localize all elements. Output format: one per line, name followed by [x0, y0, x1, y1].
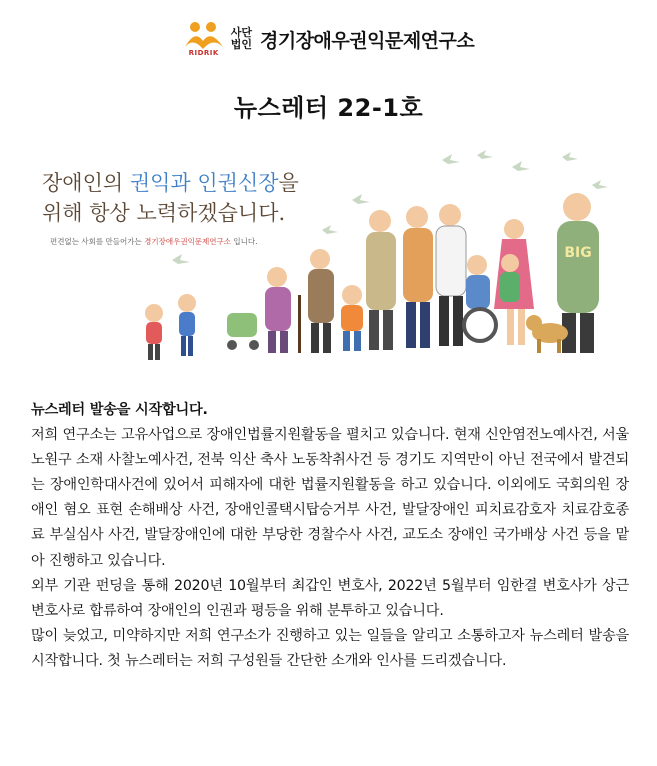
svg-text:BIG: BIG — [564, 245, 592, 261]
paragraph-3: 많이 늦었고, 미약하지만 저희 연구소가 진행하고 있는 일들을 알리고 소통하고자 뉴스레터 발송을 시작합니다. 첫 뉴스레터는 저희 구성원들 간단한 소개와 인사를 드리겠습니다. — [31, 627, 629, 669]
slogan-line1 — [42, 168, 299, 198]
slogan-part-b: 권익과 — [129, 171, 198, 195]
slogan-line2: 위해 항상 노력하겠습니다. — [42, 201, 286, 225]
logo-figures-icon — [183, 21, 225, 51]
caption-part-a: 편견없는 사회를 만들어가는 — [50, 237, 145, 246]
org-type — [231, 27, 252, 51]
banner-caption — [50, 236, 258, 247]
header — [0, 14, 657, 64]
newsletter-title: 뉴스레터 22-1호 — [233, 94, 424, 122]
caption-part-b: 경기장애우권익문제연구소 — [144, 237, 232, 246]
org-name: 경기장애우권익문제연구소 — [260, 29, 475, 52]
slogan-part-a: 장애인의 — [42, 171, 130, 195]
paragraph-2: 외부 기관 펀딩을 통해 2020년 10월부터 최갑인 변호사, 2022년 5월부터 임한결 변호사가 상근변호사로 합류하여 장애인의 인권과 평등을 위해 분투하고 있습니다. — [31, 577, 629, 619]
paragraph-1: 저희 연구소는 고유사업으로 장애인법률지원활동을 펼치고 있습니다. 현재 신안염전노예사건, 서울 노원구 소재 사찰노예사건, 전북 익산 축사 노동착취사건 등 경기도 지역만이 아닌 전국에서 발견되는 장애인학대사건에 있어서 피해자에 대한 법률지원활동을 하고 있습니다. 이외에도 국회의원 장애인 혐오 표현 손해배상 사건, 장애인콜택시탑승거부 사건, 발달장애인 피치료감호자 치료감호종료 부실심사 사건, 발달장애인에 대한 부당한 경찰수사 사건, 교도소 장애인 국가배상 사건 등을 맡아 진행하고 있습니다. — [31, 427, 629, 569]
org-type-line2: 법인 — [230, 38, 252, 51]
slogan-part-d: 을 — [278, 171, 299, 195]
caption-part-c: 입니다. — [231, 237, 258, 246]
org-type-line1: 사단 — [230, 26, 252, 39]
logo-text: RIDRIK — [188, 49, 219, 57]
banner-slogan — [42, 168, 299, 228]
slogan-part-c: 인권신장 — [197, 171, 279, 195]
lead-text: 뉴스레터 발송을 시작합니다. — [31, 402, 208, 418]
newsletter-body — [31, 398, 629, 674]
org-logo — [183, 21, 225, 57]
